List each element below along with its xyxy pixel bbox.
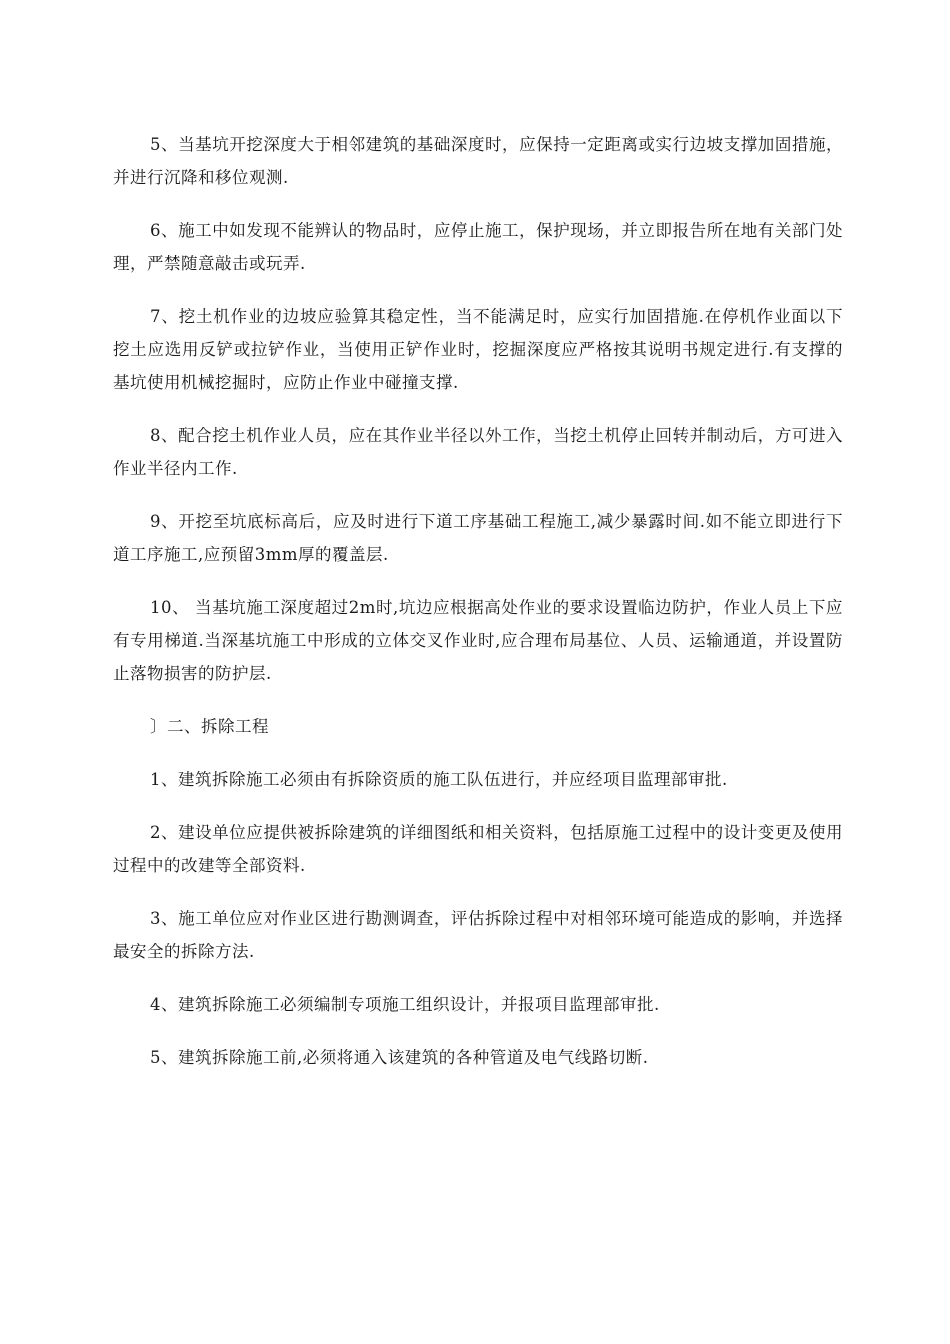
document-page — [113, 128, 843, 1094]
paragraph-item-9: 9、开挖至坑底标高后，应及时进行下道工序基础工程施工,减少暴露时间.如不能立即进行下道工序施工,应预留3mm厚的覆盖层. — [113, 512, 843, 564]
paragraph-demolition-2: 2、建设单位应提供被拆除建筑的详细图纸和相关资料，包括原施工过程中的设计变更及使用过程中的改建等全部资料. — [113, 823, 843, 875]
section-heading-demolition: 〕二、拆除工程 — [150, 717, 269, 736]
paragraph-item-5: 5、当基坑开挖深度大于相邻建筑的基础深度时，应保持一定距离或实行边坡支撑加固措施，并进行沉降和移位观测. — [113, 135, 843, 187]
paragraph-demolition-1: 1、建筑拆除施工必须由有拆除资质的施工队伍进行，并应经项目监理部审批. — [150, 770, 728, 789]
paragraph-item-7: 7、挖土机作业的边坡应验算其稳定性，当不能满足时，应实行加固措施.在停机作业面以下挖土应选用反铲或拉铲作业，当使用正铲作业时，挖掘深度应严格按其说明书规定进行.有支撑的基坑使用机械挖掘时，应防止作业中碰撞支撑. — [113, 307, 843, 392]
paragraph-item-8: 8、配合挖土机作业人员，应在其作业半径以外工作，当挖土机停止回转并制动后，方可进入作业半径内工作. — [113, 426, 843, 478]
paragraph-demolition-3: 3、施工单位应对作业区进行勘测调查，评估拆除过程中对相邻环境可能造成的影响，并选择最安全的拆除方法. — [113, 909, 843, 961]
paragraph-item-6: 6、施工中如发现不能辨认的物品时，应停止施工，保护现场，并立即报告所在地有关部门处理，严禁随意敲击或玩弄. — [113, 221, 843, 273]
paragraph-demolition-4: 4、建筑拆除施工必须编制专项施工组织设计，并报项目监理部审批. — [150, 995, 660, 1014]
paragraph-demolition-5: 5、建筑拆除施工前,必须将通入该建筑的各种管道及电气线路切断. — [150, 1048, 649, 1067]
paragraph-item-10: 10、 当基坑施工深度超过2m时,坑边应根据高处作业的要求设置临边防护，作业人员上下应有专用梯道.当深基坑施工中形成的立体交叉作业时,应合理布局基位、人员、运输通道，并设置防止落物损害的防护层. — [113, 598, 843, 683]
